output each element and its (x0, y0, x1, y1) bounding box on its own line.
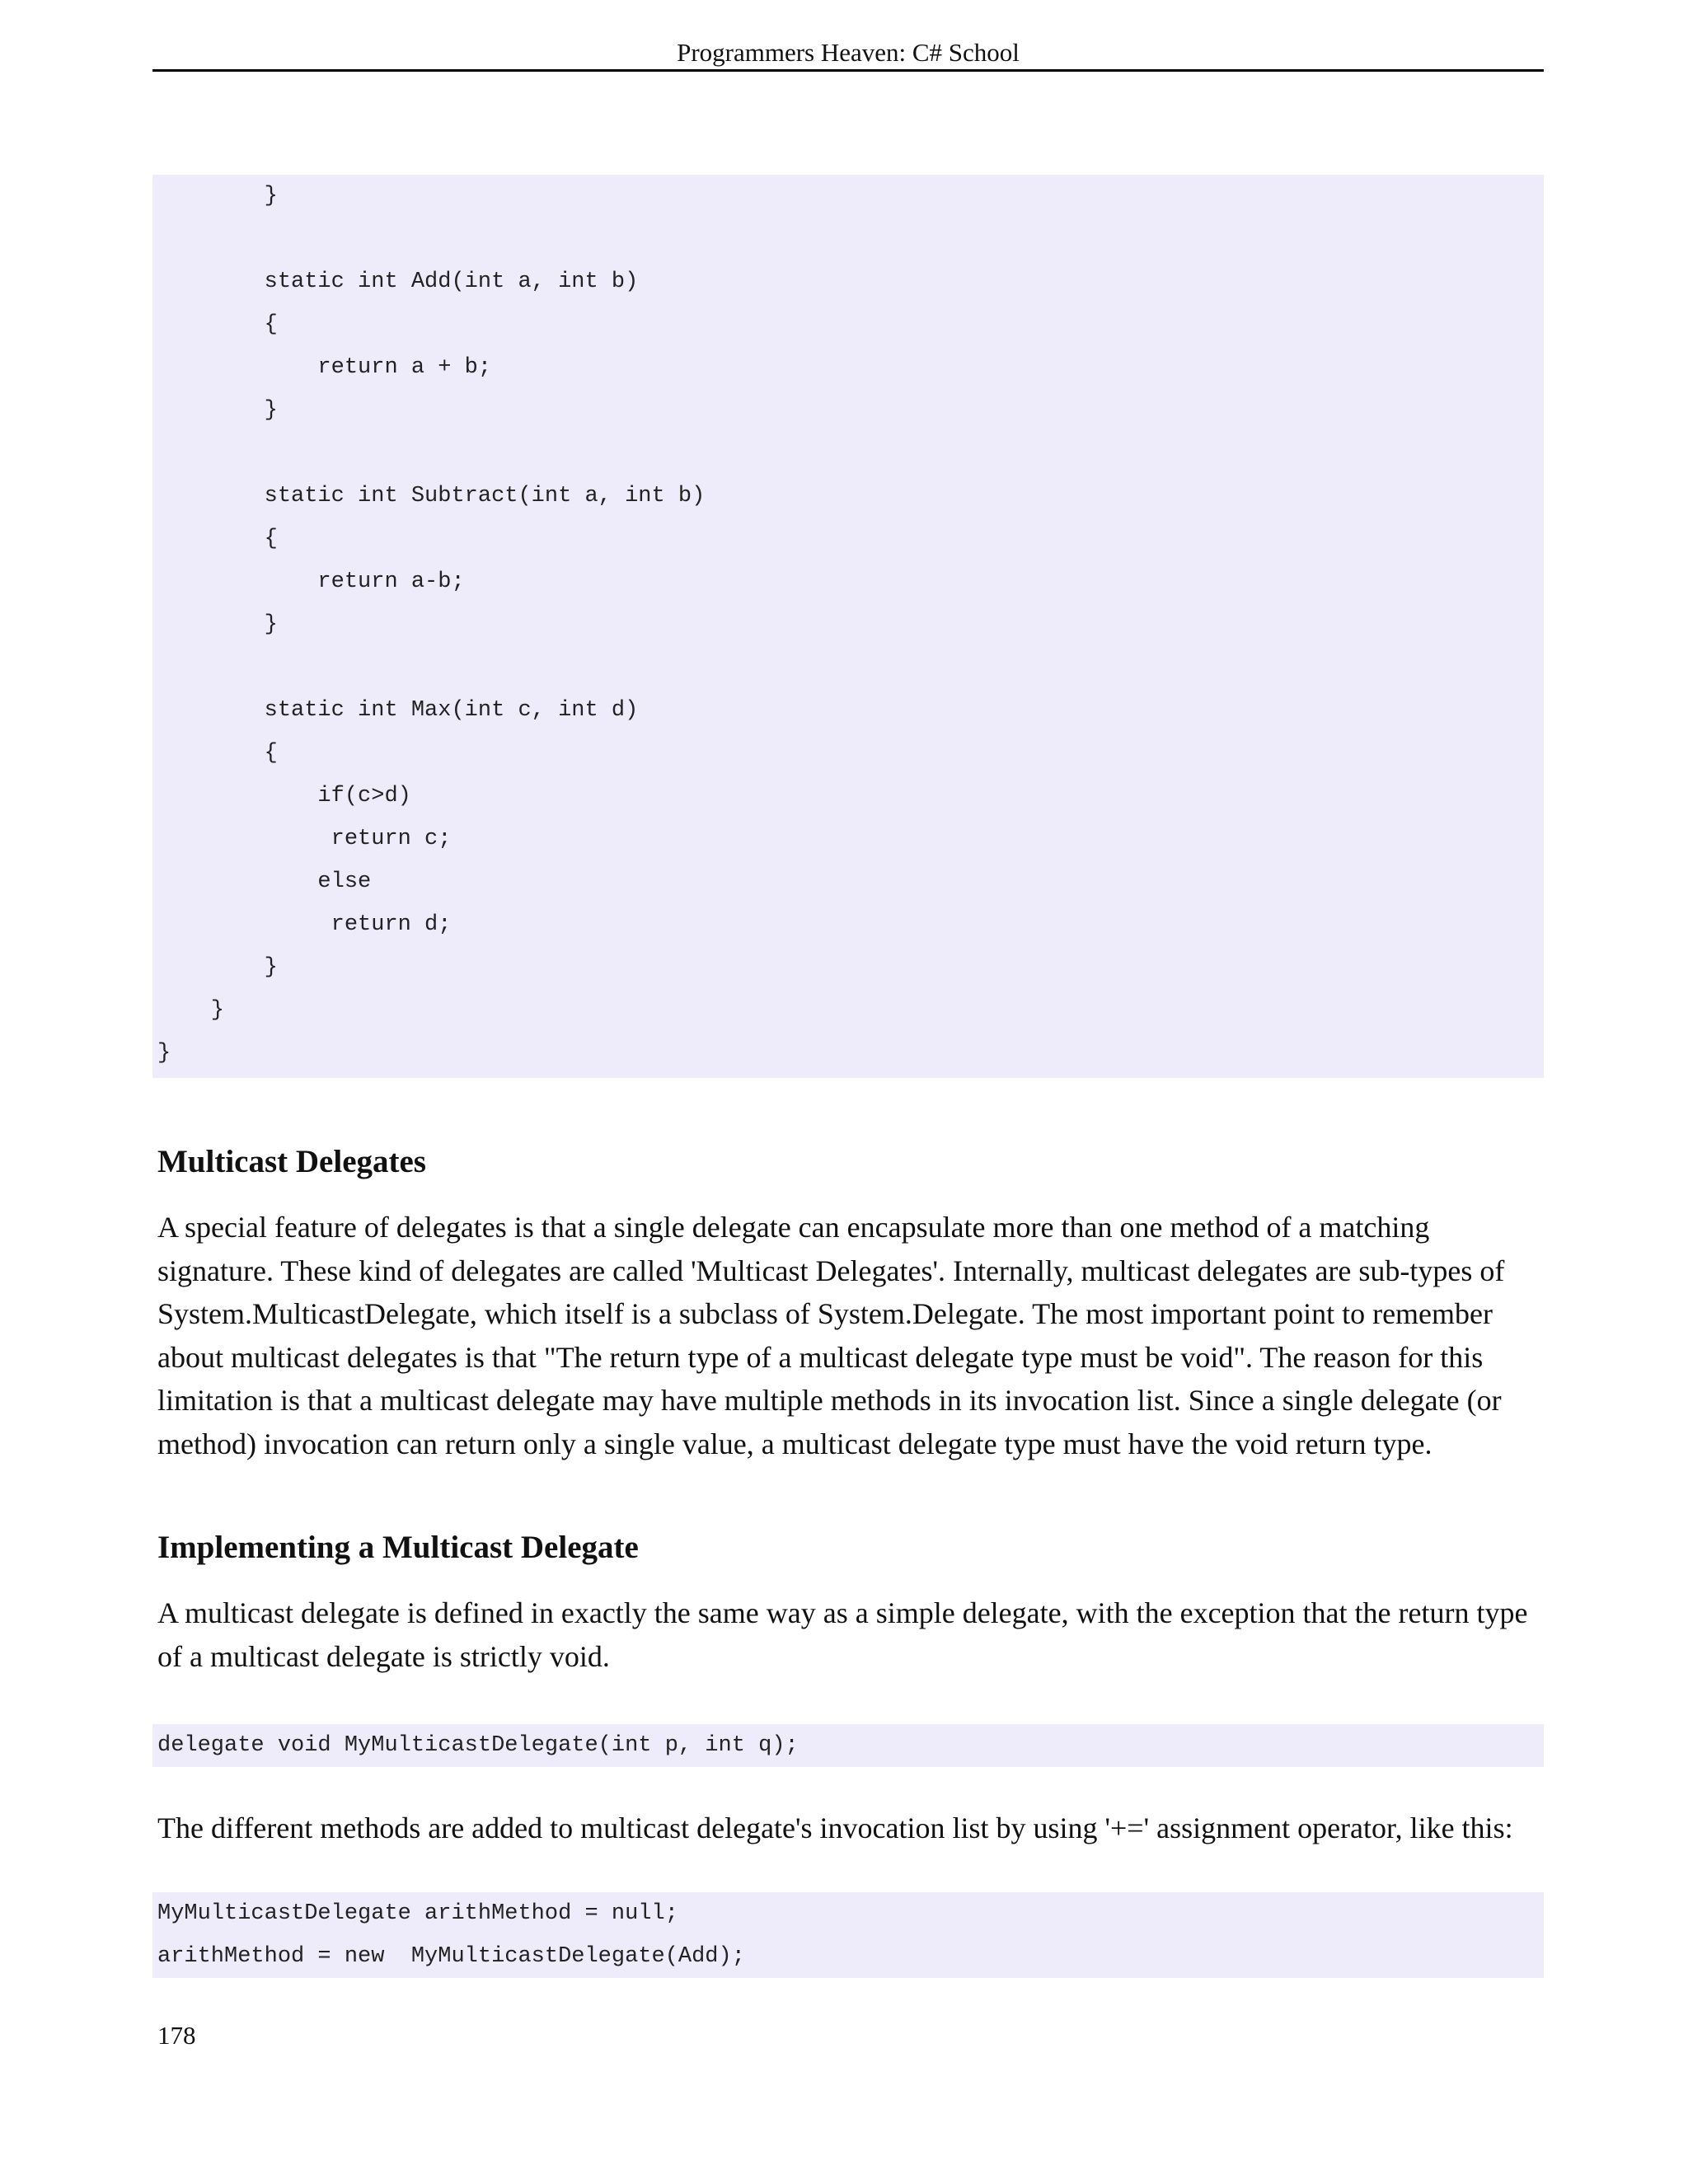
header-divider (152, 69, 1544, 72)
running-header-title: Programmers Heaven: C# School (677, 38, 1020, 67)
code-line: else (157, 869, 372, 894)
code-line: } (157, 998, 225, 1023)
code-line: { (157, 527, 278, 551)
code-line: { (157, 312, 278, 337)
code-line: } (157, 184, 278, 209)
section-heading-multicast-delegates: Multicast Delegates (157, 1144, 426, 1179)
code-line: } (157, 612, 278, 637)
paragraph-assignment-operator: The different methods are added to multicast delegate's invocation list by using '+=' assignment operator, like this: (157, 1811, 1513, 1844)
code-line: return d; (157, 912, 452, 937)
code-block-delegate-declaration (152, 1724, 1544, 1767)
paragraph-implementing-intro: A multicast delegate is defined in exactly the same way as a simple delegate, with the exception that the return type of a multicast delegate is strictly void. (157, 1596, 1528, 1673)
code-line: static int Add(int a, int b) (157, 269, 639, 294)
code-line: } (157, 955, 278, 980)
code-block-assignment (152, 1892, 1544, 1978)
code-line: return c; (157, 827, 452, 851)
code-line: static int Max(int c, int d) (157, 698, 639, 723)
page-number: 178 (157, 2021, 196, 2050)
code-line: arithMethod = new MyMulticastDelegate(Add); (157, 1944, 745, 1969)
code-line: return a-b; (157, 569, 465, 594)
code-block-methods (152, 175, 1544, 1078)
code-line: MyMulticastDelegate arithMethod = null; (157, 1901, 678, 1926)
code-line: delegate void MyMulticastDelegate(int p, int q); (157, 1733, 799, 1758)
paragraph-multicast-intro: A special feature of delegates is that a single delegate can encapsulate more than one method of a matching signature. These kind of delegates are called 'Multicast Delegates'. Internally, multicast delegates are sub-types of System.MulticastDelegate, which itself is a subclass of System.Delegate. The most important point to remember about multicast delegates is that "The return type of a multicast delegate type must be void". The reason for this limitation is that a multicast delegate may have multiple methods in its invocation list. Since a single delegate (or method) invocation can return only a single value, a multicast delegate type must have the void return type. (157, 1211, 1505, 1460)
code-line: return a + b; (157, 355, 492, 380)
code-line: static int Subtract(int a, int b) (157, 484, 706, 509)
code-line: } (157, 398, 278, 423)
section-heading-implementing-multicast: Implementing a Multicast Delegate (157, 1530, 639, 1565)
code-line: { (157, 741, 278, 766)
code-line: } (157, 1041, 171, 1066)
code-line: if(c>d) (157, 784, 411, 808)
